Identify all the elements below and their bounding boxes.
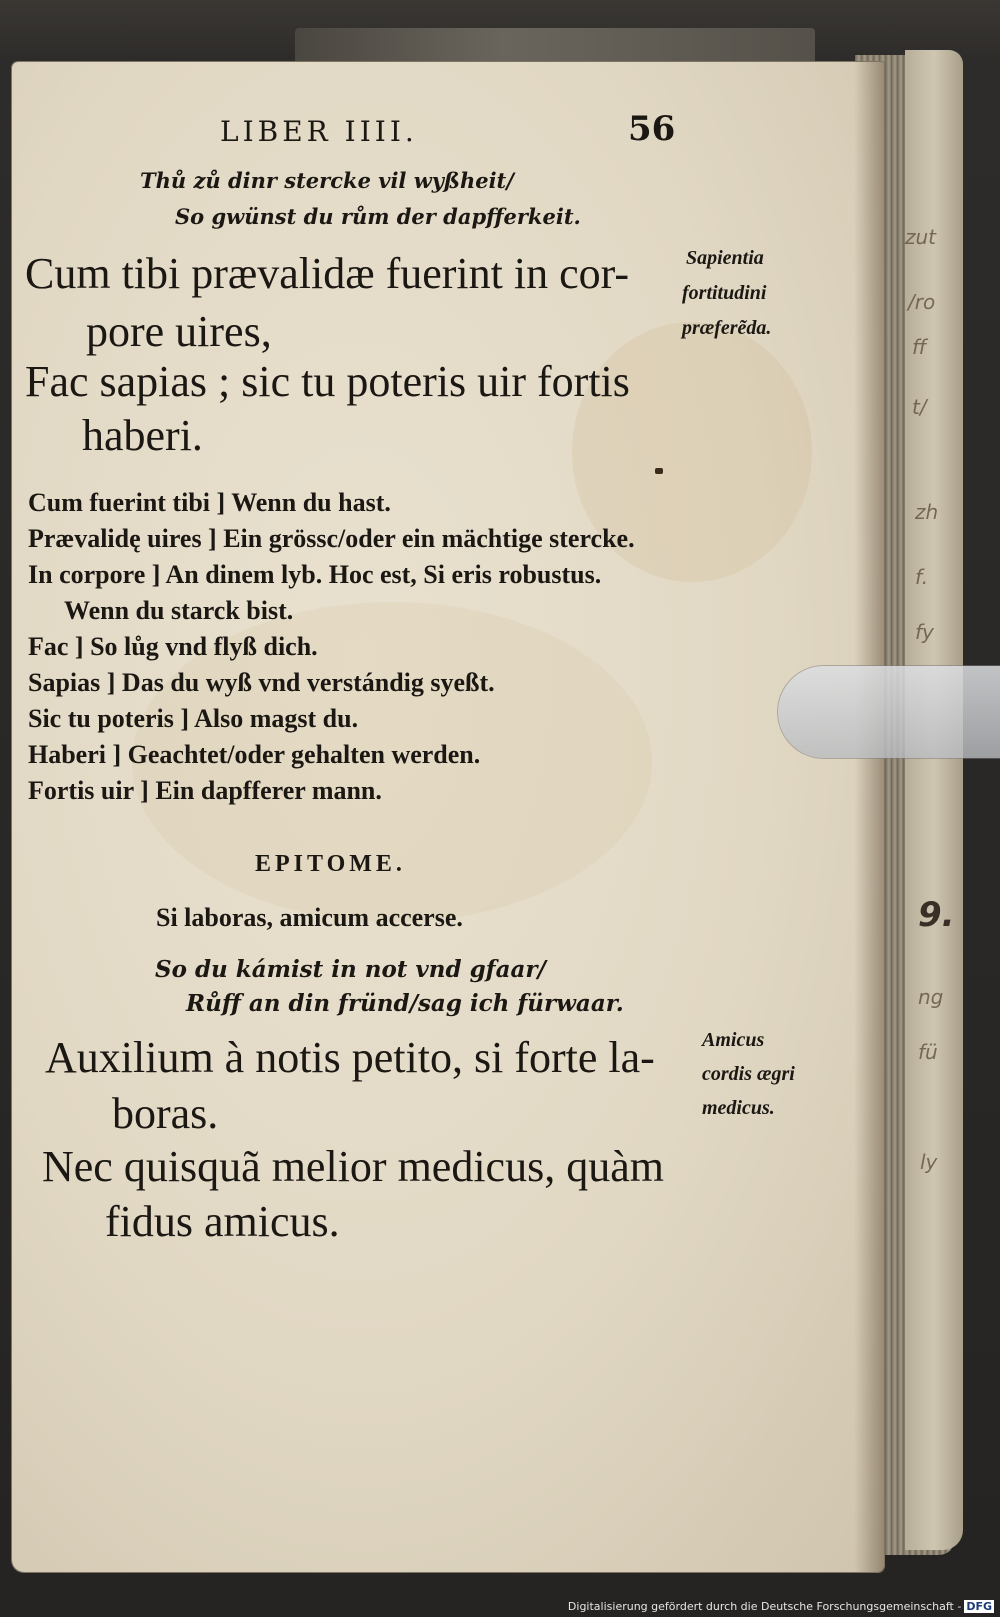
german-verse-line: Thů zů dinr stercke vil wyßheit/: [140, 168, 514, 193]
pencil-note: 9.: [918, 895, 955, 935]
german-verse-line: So gwünst du rům der dapfferkeit.: [175, 204, 581, 229]
ink-spot: [655, 468, 663, 474]
margin-note-line: Sapientia: [686, 247, 764, 269]
margin-note-line: fortitudini: [682, 282, 767, 304]
gloss-line: Fac ] So lůg vnd flyß dich.: [28, 632, 318, 661]
pencil-note: zh: [915, 500, 939, 524]
gloss-line: Wenn du starck bist.: [64, 596, 294, 625]
epitome-latin: Si laboras, amicum accerse.: [156, 903, 463, 932]
pencil-note: t/: [912, 395, 927, 419]
gloss-line: Sic tu poteris ] Also magst du.: [28, 704, 359, 733]
german-verse-line: Růff an din fründ/sag ich fürwaar.: [186, 990, 624, 1017]
latin-verse-line: Fac sapias ; sic tu poteris uir fortis: [25, 357, 630, 406]
latin-verse-line: Auxilium à notis petito, si forte la-: [45, 1033, 655, 1082]
dfg-logo: DFG: [966, 1600, 992, 1613]
latin-verse-line: pore uires,: [86, 307, 272, 356]
gloss-line: In corpore ] An dinem lyb. Hoc est, Si eris robustus.: [28, 560, 602, 589]
pencil-note: ly: [920, 1150, 938, 1174]
latin-verse-line: Nec quisquã melior medicus, quàm: [42, 1142, 664, 1191]
gloss-line: Fortis uir ] Ein dapfferer mann.: [28, 776, 382, 805]
pencil-note: ng: [918, 985, 944, 1009]
gloss-line: Cum fuerint tibi ] Wenn du hast.: [28, 488, 391, 517]
latin-verse-line: boras.: [112, 1089, 219, 1138]
running-head: LIBER IIII.: [220, 115, 418, 148]
margin-note-line: Amicus: [702, 1029, 765, 1051]
latin-verse-line: Cum tibi prævalidæ fuerint in cor-: [25, 249, 630, 298]
latin-verse-line: fidus amicus.: [105, 1197, 340, 1246]
pencil-note: ff: [912, 335, 927, 359]
gloss-line: Prævalidę uires ] Ein grössc/oder ein mächtige stercke.: [28, 524, 635, 553]
margin-note-line: medicus.: [702, 1097, 775, 1119]
pencil-note: /ro: [908, 290, 936, 314]
epitome-heading: EPITOME.: [255, 851, 406, 877]
credit-text: Digitalisierung gefördert durch die Deutsche Forschungsgemeinschaft -: [567, 1600, 962, 1613]
pencil-note: fy: [915, 620, 934, 644]
latin-verse-line: haberi.: [82, 411, 203, 460]
page-clip: [778, 666, 1000, 758]
page-number: 56: [628, 109, 676, 149]
pencil-note: zut: [905, 225, 937, 249]
gloss-line: Sapias ] Das du wyß vnd verstándig syeßt.: [28, 668, 495, 697]
pencil-note: f.: [915, 565, 929, 589]
digitization-credit: [568, 1600, 994, 1613]
margin-note-line: cordis ægri: [702, 1063, 795, 1085]
next-page-edge: [905, 50, 963, 1550]
margin-note-line: præferẽda.: [682, 317, 772, 339]
german-verse-line: So du kámist in not vnd gfaar/: [155, 956, 546, 983]
pencil-note: fü: [918, 1040, 938, 1064]
gloss-line: Haberi ] Geachtet/oder gehalten werden.: [28, 740, 481, 769]
